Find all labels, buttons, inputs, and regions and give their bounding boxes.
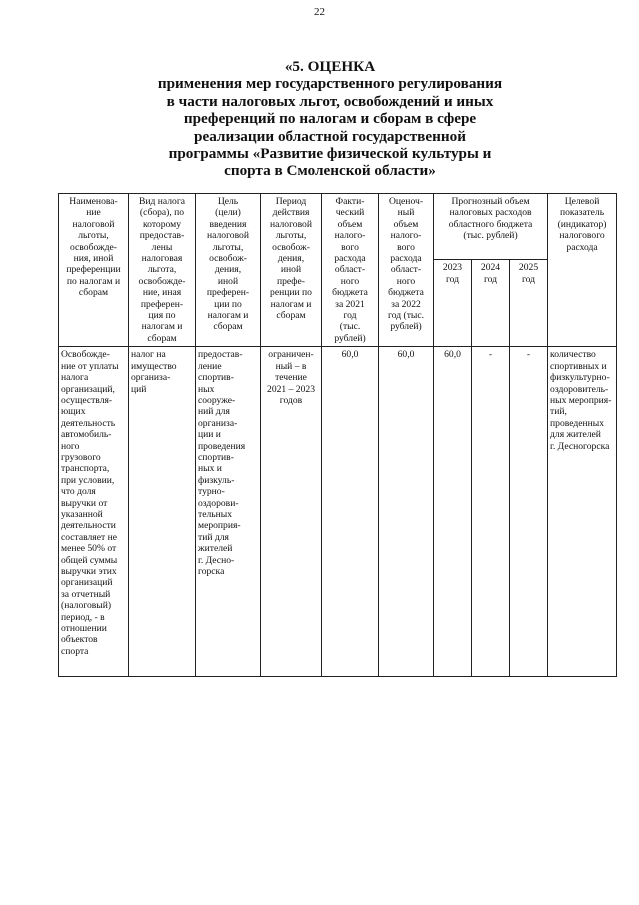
header-tax-type: Вид налога (сбора), по которому предостав- лены налоговая льгота, освобожде- ние, иная преферен- ция по налогам и сборам	[129, 194, 196, 347]
cell-benefit-name: Освобожде- ние от уплаты налога организаций, осуществля- ющих деятельность автомобиль- ного грузового транспорта, при условии, что доля выручки от указанной деятельности составляет не менее 50% от общей суммы выручки этих организаций за отчетный (налоговый) период, - в отношении объектов спорта	[59, 347, 129, 677]
cell-forecast-2024: -	[472, 347, 510, 677]
cell-tax-type: налог на имущество организа- ций	[129, 347, 196, 677]
title-line: в части налоговых льгот, освобождений и иных	[166, 92, 494, 110]
title-line: программы «Развитие физической культуры и	[168, 145, 492, 163]
tax-expenditure-table	[58, 193, 617, 677]
cell-period: ограничен- ный – в течение 2021 – 2023 годов	[261, 347, 322, 677]
title-line: спорта в Смоленской области»	[224, 162, 436, 180]
header-goal: Цель (цели) введения налоговой льготы, освобож- дения, иной преферен- ции по налогам и сборам	[196, 194, 261, 347]
header-indicator: Целевой показатель (индикатор) налогового расхода	[548, 194, 617, 347]
header-period: Период действия налоговой льготы, освобож- дения, иной префе- ренции по налогам и сборам	[261, 194, 322, 347]
header-estimate-2022: Оценоч- ный объем налого- вого расхода област- ного бюджета за 2022 год (тыс. рублей)	[379, 194, 434, 347]
document-title	[120, 58, 540, 180]
cell-goal: предостав- ление спортив- ных сооруже- ний для организа- ции и проведения спортив- ных и физкуль- турно- оздорови- тельных мероприя- тий для жителей г. Десно- горска	[196, 347, 261, 677]
header-year-2025: 2025 год	[510, 260, 548, 347]
title-line: реализации областной государственной	[194, 127, 466, 145]
cell-indicator: количество спортивных и физкультурно- оздоровитель- ных мероприя- тий, проведенных для жителей г. Десногорска	[548, 347, 617, 677]
cell-fact-2021: 60,0	[322, 347, 379, 677]
header-year-2024: 2024 год	[472, 260, 510, 347]
page-number: 22	[314, 6, 325, 18]
header-forecast-group: Прогнозный объем налоговых расходов областного бюджета (тыс. рублей)	[434, 194, 548, 260]
title-line: преференций по налогам и сборам в сфере	[183, 110, 477, 128]
header-benefit-name: Наименова- ние налоговой льготы, освобожде- ния, иной преференции по налогам и сборам	[59, 194, 129, 347]
table-row	[59, 347, 617, 677]
cell-forecast-2023: 60,0	[434, 347, 472, 677]
cell-forecast-2025: -	[510, 347, 548, 677]
cell-estimate-2022: 60,0	[379, 347, 434, 677]
table-header-row	[59, 194, 617, 260]
title-line: «5. ОЦЕНКА	[284, 58, 376, 75]
title-line: применения мер государственного регулирования	[157, 75, 503, 93]
header-fact-2021: Факти- ческий объем налого- вого расхода област- ного бюджета за 2021 год (тыс. рублей)	[322, 194, 379, 347]
header-year-2023: 2023 год	[434, 260, 472, 347]
